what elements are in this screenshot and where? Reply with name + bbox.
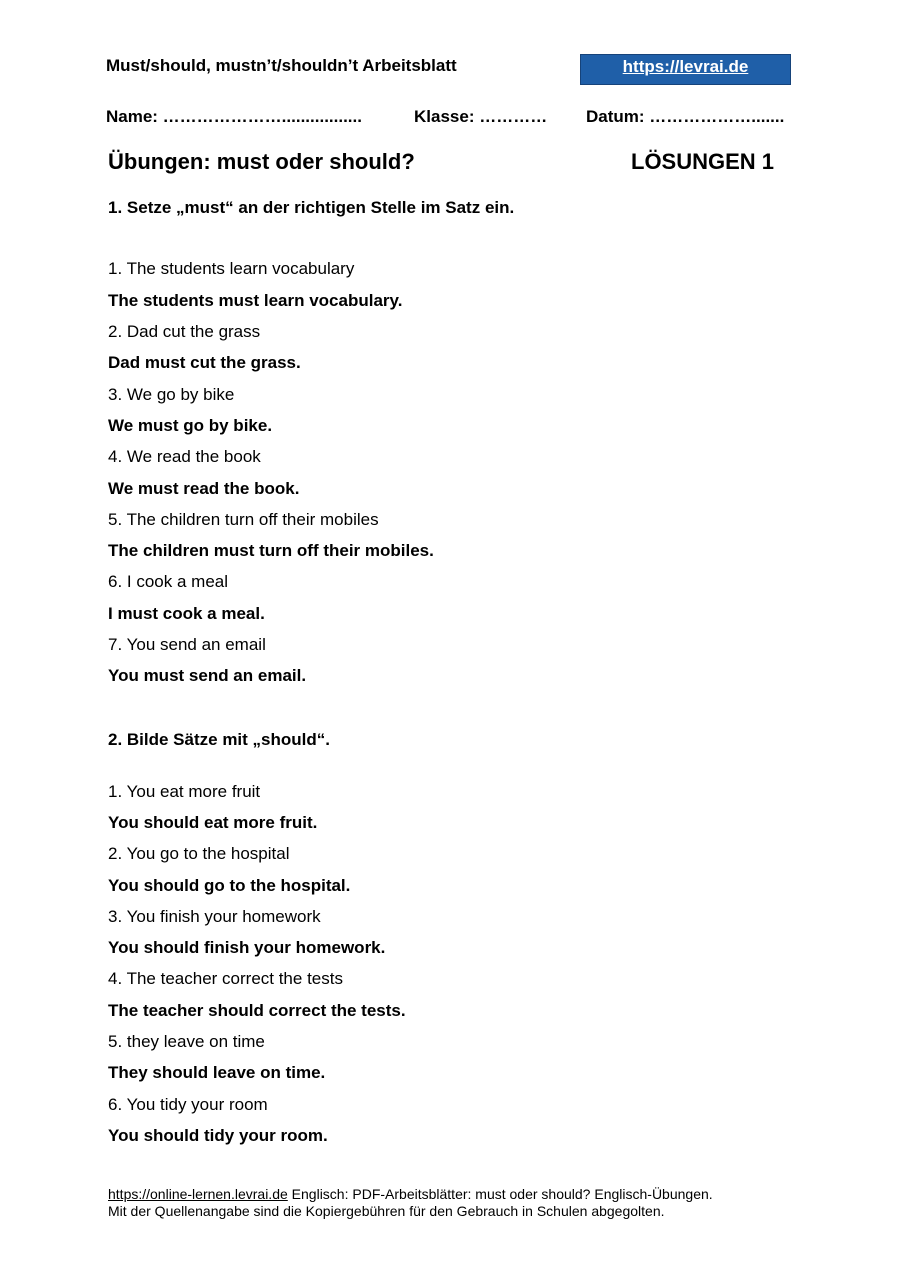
exercise1-question: 2. Dad cut the grass xyxy=(108,322,261,341)
exercise2-answer: They should leave on time. xyxy=(108,1063,326,1082)
exercise1-question: 7. You send an email xyxy=(108,635,266,654)
exercise2-question: 5. they leave on time xyxy=(108,1032,265,1051)
exercise2-answer: The teacher should correct the tests. xyxy=(108,1001,406,1020)
exercise1-question: 4. We read the book xyxy=(108,447,261,466)
exercise1-answer: You must send an email. xyxy=(108,666,307,685)
exercise2-question: 1. You eat more fruit xyxy=(108,782,261,801)
footer-link[interactable]: https://online-lernen.levrai.de xyxy=(108,1186,288,1202)
exercise2-question: 2. You go to the hospital xyxy=(108,844,290,863)
exercise1-answer: I must cook a meal. xyxy=(108,604,265,623)
exercise1-question: 6. I cook a meal xyxy=(108,572,229,591)
website-link[interactable]: https://levrai.de xyxy=(622,57,749,76)
exercise2-question: 6. You tidy your room xyxy=(108,1095,268,1114)
footer-line-2: Mit der Quellenangabe sind die Kopiergebühren für den Gebrauch in Schulen abgegolten. xyxy=(108,1203,665,1219)
exercise1-answer: The students must learn vocabulary. xyxy=(108,291,403,310)
solutions-label: LÖSUNGEN 1 xyxy=(631,149,775,174)
exercise2-answer: You should go to the hospital. xyxy=(108,876,351,895)
exercise1-question: 5. The children turn off their mobiles xyxy=(108,510,379,529)
exercise2-answer: You should finish your homework. xyxy=(108,938,386,957)
exercise1-answer: Dad must cut the grass. xyxy=(108,353,301,372)
exercise2-answer: You should eat more fruit. xyxy=(108,813,318,832)
exercise1-answer: The children must turn off their mobiles. xyxy=(108,541,434,560)
worksheet-title: Must/should, mustn’t/shouldn’t Arbeitsblatt xyxy=(106,56,457,75)
exercise2-answer: You should tidy your room. xyxy=(108,1126,328,1145)
page-title: Übungen: must oder should? xyxy=(108,149,415,174)
datum-field: Datum: ………………....... xyxy=(586,107,785,126)
exercise1-instruction: 1. Setze „must“ an der richtigen Stelle im Satz ein. xyxy=(108,198,515,217)
exercise1-question: 1. The students learn vocabulary xyxy=(108,259,355,278)
website-link-box[interactable] xyxy=(580,54,791,85)
name-field: Name: …………………................. xyxy=(106,107,362,126)
footer-line-1-text: Englisch: PDF-Arbeitsblätter: must oder should? Englisch-Übungen. xyxy=(287,1186,713,1202)
exercise1-question: 3. We go by bike xyxy=(108,385,235,404)
klasse-field: Klasse: ………… xyxy=(414,107,548,126)
exercise1-answer: We must go by bike. xyxy=(108,416,273,435)
footer xyxy=(108,1186,713,1220)
footer-line-1 xyxy=(108,1186,713,1203)
exercise1-answer: We must read the book. xyxy=(108,479,300,498)
exercise2-instruction: 2. Bilde Sätze mit „should“. xyxy=(108,730,330,749)
exercise2-question: 4. The teacher correct the tests xyxy=(108,969,343,988)
exercise2-question: 3. You finish your homework xyxy=(108,907,321,926)
